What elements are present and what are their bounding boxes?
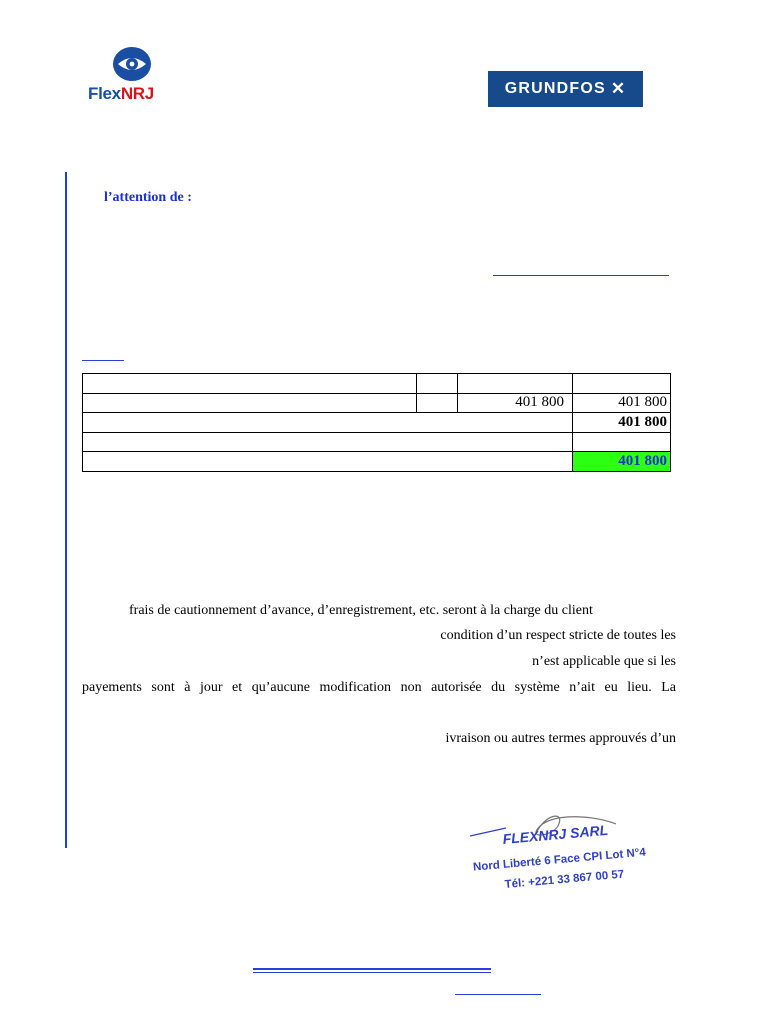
- subtotal-label-cell: [83, 413, 573, 433]
- terms-line-3: n’est applicable que si les: [532, 654, 676, 669]
- blank-total-cell: [573, 432, 671, 452]
- reference-underline: [82, 360, 124, 361]
- grundfos-logo-text: GRUNDFOS: [504, 80, 606, 97]
- terms-line-4: payements sont à jour et qu’aucune modification non autorisée du système n’ait eu lieu. La: [82, 680, 676, 695]
- eye-logo-icon: [112, 46, 152, 82]
- grand-total-label-cell: [83, 452, 573, 472]
- terms-line-1: frais de cautionnement d’avance, d’enregistrement, etc. seront à la charge du client: [129, 603, 593, 618]
- table-row: [83, 374, 671, 394]
- stamp-company-name: FLEXNRJ SARL: [501, 821, 609, 847]
- attention-label: l’attention de :: [104, 190, 192, 205]
- blank-row: [83, 432, 671, 452]
- unit-price-cell: [458, 374, 573, 394]
- flexnrj-logo: [84, 46, 184, 108]
- line-total-cell: [573, 374, 671, 394]
- table-row: [83, 393, 671, 413]
- footer-double-rule-top: [253, 968, 491, 970]
- qty-cell: [417, 393, 458, 413]
- footer-double-rule-bottom: [253, 972, 491, 973]
- designation-cell: [83, 374, 417, 394]
- grand-total-cell: 401 800: [573, 452, 671, 472]
- line-total-cell: 401 800: [573, 393, 671, 413]
- stamp-address: Nord Liberté 6 Face CPI Lot N°4: [472, 846, 647, 874]
- subtotal-row: [83, 413, 671, 433]
- logo-word-flex: Flex: [88, 84, 121, 103]
- footer-link-underline: [455, 994, 541, 995]
- terms-line-5: ivraison ou autres termes approuvés d’un: [445, 731, 676, 746]
- unit-price-cell: 401 800: [458, 393, 573, 413]
- blank-label-cell: [83, 432, 573, 452]
- qty-cell: [417, 374, 458, 394]
- company-stamp: [466, 806, 678, 896]
- subtotal-cell: 401 800: [573, 413, 671, 433]
- grundfos-mark-icon: ✕: [610, 79, 627, 98]
- logo-word-nrj: NRJ: [120, 84, 154, 103]
- terms-line-2: condition d’un respect stricte de toutes les: [440, 628, 676, 643]
- email-link-underline: [493, 275, 669, 276]
- grundfos-logo: [488, 71, 643, 107]
- stamp-phone: Tél: +221 33 867 00 57: [504, 868, 625, 891]
- designation-cell: [83, 393, 417, 413]
- grand-total-row: [83, 452, 671, 472]
- quote-table: [82, 373, 671, 472]
- left-margin-rule: [65, 172, 67, 848]
